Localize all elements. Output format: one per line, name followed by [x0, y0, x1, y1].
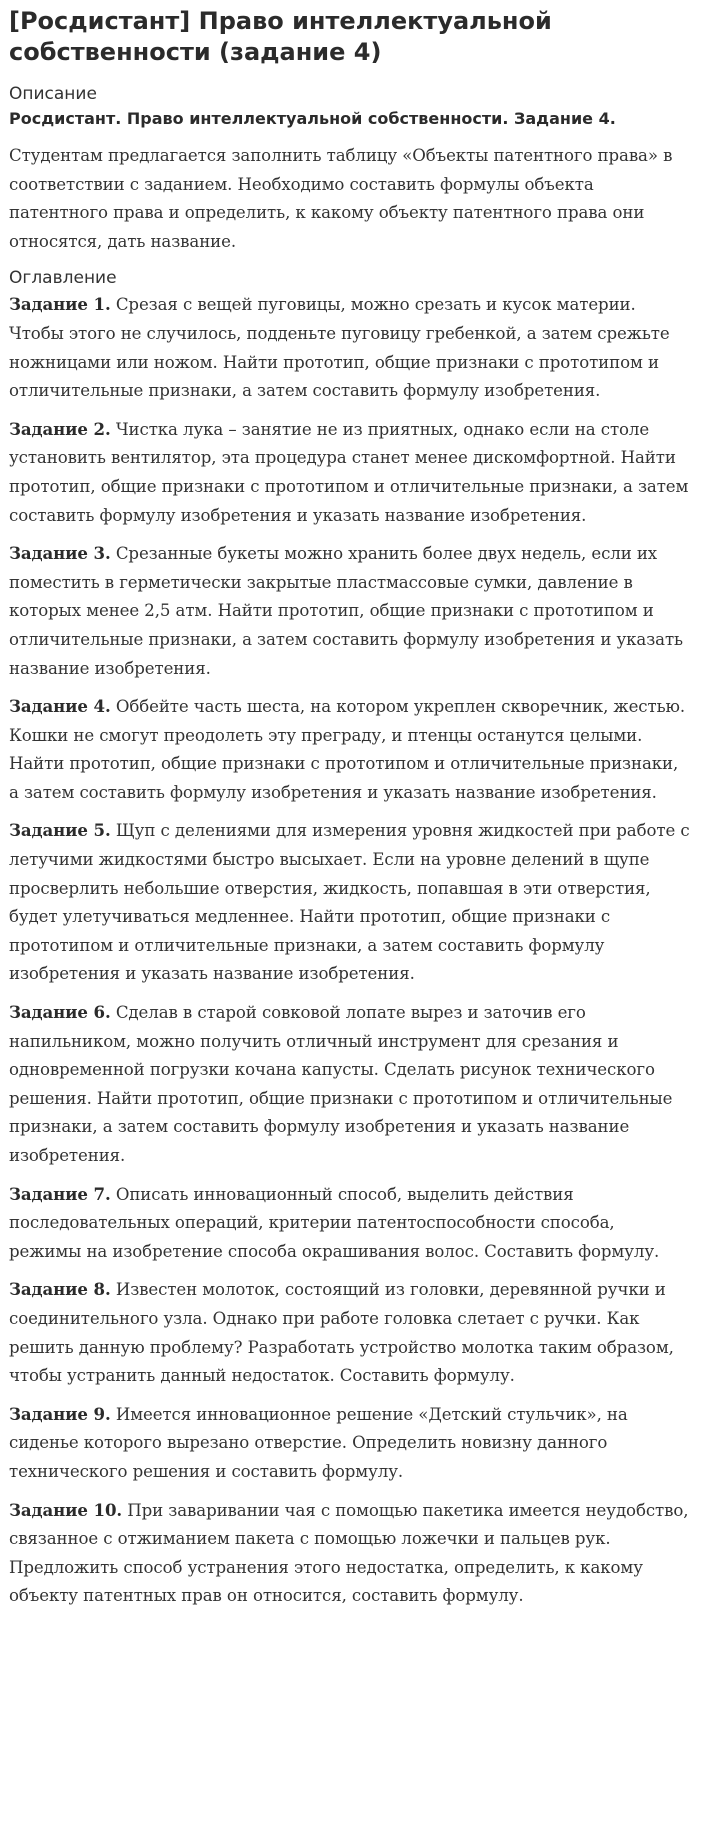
task-item	[9, 816, 692, 989]
intro-paragraph: Студентам предлагается заполнить таблицу «Объекты патентного права» в соответствии с заданием. Необходимо составить формулы объекта патентного права и определить, к какому объекту патентного права они относятся, дать название.	[9, 146, 673, 251]
task-item	[9, 415, 692, 530]
task-label: Задание 2.	[9, 418, 111, 439]
task-label: Задание 7.	[9, 1183, 111, 1204]
task-text: Срезая с вещей пуговицы, можно срезать и кусок материи. Чтобы этого не случилось, подденьте пуговицу гребенкой, а затем срежьте ножницами или ножом. Найти прототип, общие признаки с прототипом и отличительные признаки, а затем составить формулу изобретения.	[9, 295, 670, 401]
task-item	[9, 290, 692, 405]
task-item	[9, 692, 692, 807]
task-label: Задание 10.	[9, 1499, 123, 1520]
task-label: Задание 5.	[9, 820, 111, 841]
task-text: Сделав в старой совковой лопате вырез и заточив его напильником, можно получить отличный инструмент для срезания и одновременной погрузки кочана капусты. Сделать рисунок технического решения. Найти прототип, общие признаки с прототипом и отличительные признаки, а затем составить формулу изобретения и указать название изобретения.	[9, 1003, 673, 1165]
task-text: Известен молоток, состоящий из головки, деревянной ручки и соединительного узла. Однако при работе головка слетает с ручки. Как решить данную проблему? Разработать устройство молотка таким образом, чтобы устранить данный недостаток. Составить формулу.	[9, 1280, 674, 1386]
task-label: Задание 6.	[9, 1002, 111, 1023]
task-label: Задание 4.	[9, 696, 111, 717]
task-label: Задание 8.	[9, 1279, 111, 1300]
task-item	[9, 998, 692, 1171]
task-text: Описать инновационный способ, выделить действия последовательных операций, критерии патентоспособности способа, режимы на изобретение способа окрашивания волос. Составить формулу.	[9, 1184, 660, 1261]
task-item	[9, 1496, 692, 1611]
task-text: Имеется инновационное решение «Детский стульчик», на сиденье которого вырезано отверстие. Определить новизну данного технического решения и составить формулу.	[9, 1404, 628, 1481]
toc-label: Оглавление	[9, 268, 117, 289]
task-label: Задание 9.	[9, 1403, 111, 1424]
description-label: Описание	[9, 84, 97, 104]
description-subtitle: Росдистант. Право интеллектуальной собственности. Задание 4.	[9, 109, 616, 128]
task-label: Задание 3.	[9, 543, 111, 564]
task-text: Оббейте часть шеста, на котором укреплен скворечник, жестью. Кошки не смогут преодолеть эту преграду, и птенцы останутся целыми. Найти прототип, общие признаки с прототипом и отличительные признаки, а затем составить формулу изобретения и указать название изобретения.	[9, 697, 686, 802]
task-item	[9, 1180, 692, 1267]
page-title: [Росдистант] Право интеллектуальной собственности (задание 4)	[9, 7, 552, 66]
task-text: Срезанные букеты можно хранить более двух недель, если их поместить в герметически закрытые пластмассовые сумки, давление в которых менее 2,5 атм. Найти прототип, общие признаки с прототипом и отличительные признаки, а затем составить формулу изобретения и указать название изобретения.	[9, 544, 683, 678]
task-list	[9, 290, 692, 1611]
task-item	[9, 539, 692, 683]
task-text: Чистка лука – занятие не из приятных, однако если на столе установить вентилятор, эта процедура станет менее дискомфортной. Найти прототип, общие признаки с прототипом и отличительные признаки, а затем составить формулу изобретения и указать название изобретения.	[9, 419, 689, 525]
task-item	[9, 1400, 692, 1487]
task-label: Задание 1.	[9, 294, 111, 315]
task-text: При заваривании чая с помощью пакетика имеется неудобство, связанное с отжиманием пакета с помощью ложечки и пальцев рук. Предложить способ устранения этого недостатка, определить, к какому объекту патентных прав он относится, составить формулу.	[9, 1500, 689, 1606]
task-text: Щуп с делениями для измерения уровня жидкостей при работе с летучими жидкостями быстро высыхает. Если на уровне делений в щупе просверлить небольшие отверстия, жидкость, попавшая в эти отверстия, будет улетучиваться медленнее. Найти прототип, общие признаки с прототипом и отличительные признаки, а затем составить формулу изобретения и указать название изобретения.	[9, 821, 690, 984]
task-item	[9, 1275, 692, 1390]
